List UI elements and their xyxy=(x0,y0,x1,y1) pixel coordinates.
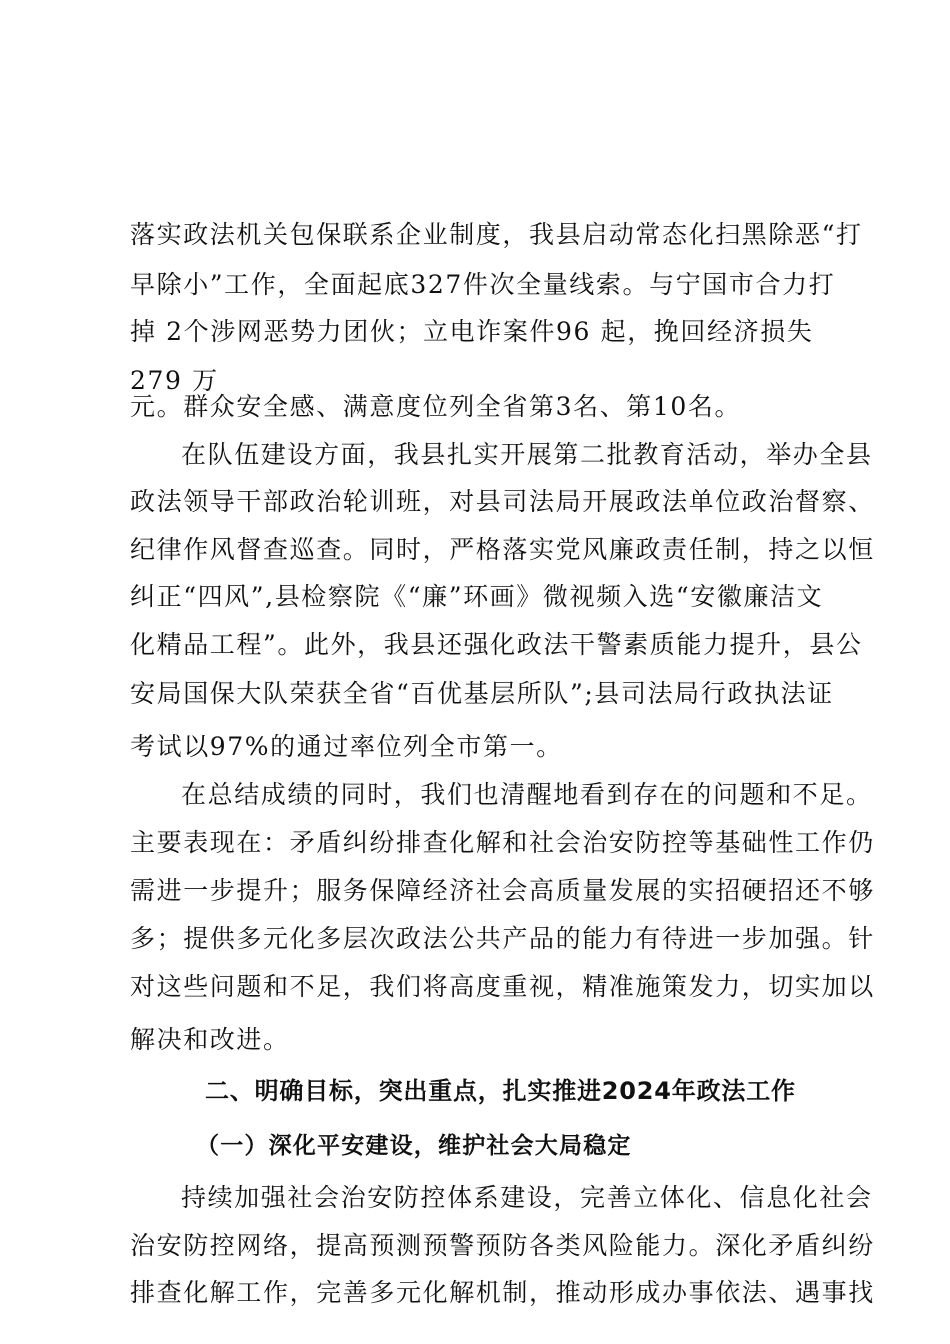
text-line: 元。群众安全感、满意度位列全省第3名、第10名。 xyxy=(130,392,742,421)
text-line: 掉 2个涉网恶势力团伙；立电诈案件96 起，挽回经济损失 xyxy=(130,317,814,346)
text-line: 主要表现在：矛盾纠纷排查化解和社会治安防控等基础性工作仍 xyxy=(130,828,875,857)
text-line: 需进一步提升；服务保障经济社会高质量发展的实招硬招还不够 xyxy=(130,876,875,905)
text-line: 在总结成绩的同时，我们也清醒地看到存在的问题和不足。 xyxy=(181,780,873,809)
text-line: 考试以97%的通过率位列全市第一。 xyxy=(130,732,563,761)
subsection-heading: （一）深化平安建设，维护社会大局稳定 xyxy=(196,1132,632,1159)
text-line: 安局国保大队荣获全省“百优基层所队”;县司法局行政执法证 xyxy=(130,679,834,708)
text-line: 对这些问题和不足，我们将高度重视，精准施策发力，切实加以 xyxy=(130,972,875,1001)
text-line: 纠正“四风”,县检察院《“廉”环画》微视频入选“安徽廉洁文 xyxy=(130,582,824,611)
text-line: 排查化解工作，完善多元化解机制，推动形成办事依法、遇事找 xyxy=(130,1278,875,1307)
text-line: 持续加强社会治安防控体系建设，完善立体化、信息化社会 xyxy=(181,1183,873,1212)
text-line: 落实政法机关包保联系企业制度，我县启动常态化扫黑除恶“打 xyxy=(130,220,863,249)
section-heading: 二、明确目标，突出重点，扎实推进2024年政法工作 xyxy=(205,1077,796,1105)
text-line: 治安防控网络，提高预测预警预防各类风险能力。深化矛盾纠纷 xyxy=(130,1231,875,1260)
text-line: 纪律作风督查巡查。同时，严格落实党风廉政责任制，持之以恒 xyxy=(130,535,875,564)
text-line: 解决和改进。 xyxy=(130,1025,290,1054)
text-line: 在队伍建设方面，我县扎实开展第二批教育活动，举办全县 xyxy=(181,440,873,469)
text-line: 早除小”工作，全面起底327件次全量线索。与宁国市合力打 xyxy=(130,270,836,299)
text-line: 化精品工程”。此外，我县还强化政法干警素质能力提升，县公 xyxy=(130,630,863,659)
text-line: 政法领导干部政治轮训班，对县司法局开展政法单位政治督察、 xyxy=(130,487,875,516)
text-line: 279 万 xyxy=(130,366,219,395)
text-line: 多；提供多元化多层次政法公共产品的能力有待进一步加强。针 xyxy=(130,924,875,953)
